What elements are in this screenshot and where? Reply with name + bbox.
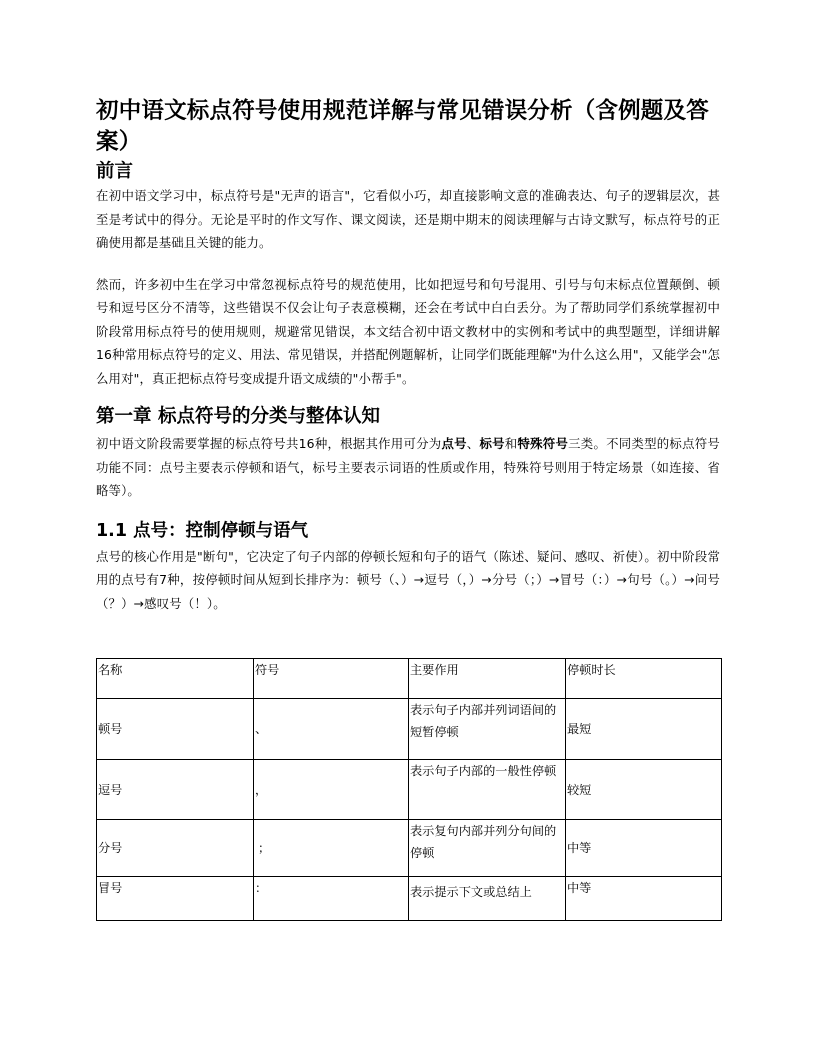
table-cell-symbol: ， <box>254 760 409 820</box>
chapter-1-paragraph <box>96 432 720 503</box>
preface-heading: 前言 <box>96 161 134 182</box>
table-header-cell: 符号 <box>254 659 409 699</box>
separator-2: 和 <box>504 436 518 451</box>
table-cell-role: 表示提示下文或总结上 <box>409 877 566 921</box>
table-cell-duration: 中等 <box>566 820 722 877</box>
term-special-marks: 特殊符号 <box>517 436 569 451</box>
table-cell-duration: 中等 <box>566 877 722 921</box>
separator-1: 、 <box>466 436 480 451</box>
table-cell-duration: 较短 <box>566 760 722 820</box>
table-header-cell: 停顿时长 <box>566 659 722 699</box>
table-cell-name: 冒号 <box>97 877 254 921</box>
term-point-marks: 点号 <box>441 436 467 451</box>
table-row <box>97 760 722 820</box>
table-cell-symbol: 、 <box>254 699 409 760</box>
chapter-1-heading: 第一章 标点符号的分类与整体认知 <box>96 406 380 427</box>
punctuation-table <box>96 658 722 921</box>
chapter-1-text-end: 三类。不同类型的标点符号功能不同：点号主要表示停顿和语气，标号主要表示词语的性质或作用，特殊符号则用于特定场景（如连接、省略等）。 <box>96 436 720 498</box>
table-header-cell: 主要作用 <box>409 659 566 699</box>
table-cell-symbol: ； <box>254 820 409 877</box>
table-row <box>97 820 722 877</box>
table-cell-duration: 最短 <box>566 699 722 760</box>
table-header-cell: 名称 <box>97 659 254 699</box>
table-cell-role: 表示句子内部并列词语间的短暂停顿 <box>409 699 566 760</box>
table-cell-role: 表示复句内部并列分句间的停顿 <box>409 820 566 877</box>
section-1-1-heading: 1.1 点号：控制停顿与语气 <box>96 520 309 541</box>
term-label-marks: 标号 <box>479 436 505 451</box>
table-header-row <box>97 659 722 699</box>
table-cell-name: 顿号 <box>97 699 254 760</box>
table-row <box>97 877 722 921</box>
preface-paragraph-1: 在初中语文学习中，标点符号是"无声的语言"，它看似小巧，却直接影响文意的准确表达、句子的逻辑层次，甚至是考试中的得分。无论是平时的作文写作、课文阅读，还是期中期末的阅读理解与古诗文默写，标点符号的正确使用都是基础且关键的能力。 <box>96 188 720 250</box>
preface-paragraph-2: 然而，许多初中生在学习中常忽视标点符号的规范使用，比如把逗号和句号混用、引号与句末标点位置颠倒、顿号和逗号区分不清等，这些错误不仅会让句子表意模糊，还会在考试中白白丢分。为了帮助同学们系统掌握初中阶段常用标点符号的使用规则，规避常见错误，本文结合初中语文教材中的实例和考试中的典型题型，详细讲解16种常用标点符号的定义、用法、常见错误，并搭配例题解析，让同学们既能理解"为什么这么用"，又能学会"怎么用对"，真正把标点符号变成提升语文成绩的"小帮手"。 <box>96 276 720 386</box>
table-cell-role: 表示句子内部的一般性停顿 <box>409 760 566 820</box>
document-title: 初中语文标点符号使用规范详解与常见错误分析（含例题及答案） <box>96 98 709 155</box>
table-cell-name: 逗号 <box>97 760 254 820</box>
document-page <box>96 96 720 921</box>
table-row <box>97 699 722 760</box>
table-cell-symbol: ： <box>254 877 409 921</box>
section-1-1-paragraph: 点号的核心作用是"断句"，它决定了句子内部的停顿长短和句子的语气（陈述、疑问、感叹、祈使）。初中阶段常用的点号有7种，按停顿时间从短到长排序为：顿号（、）→逗号（，）→分号（；）→冒号（：）→句号（。）→问号（？）→感叹号（！）。 <box>96 548 720 611</box>
table-cell-name: 分号 <box>97 820 254 877</box>
chapter-1-text-start: 初中语文阶段需要掌握的标点符号共16种，根据其作用可分为 <box>96 436 442 451</box>
punctuation-table-wrapper <box>96 658 720 921</box>
